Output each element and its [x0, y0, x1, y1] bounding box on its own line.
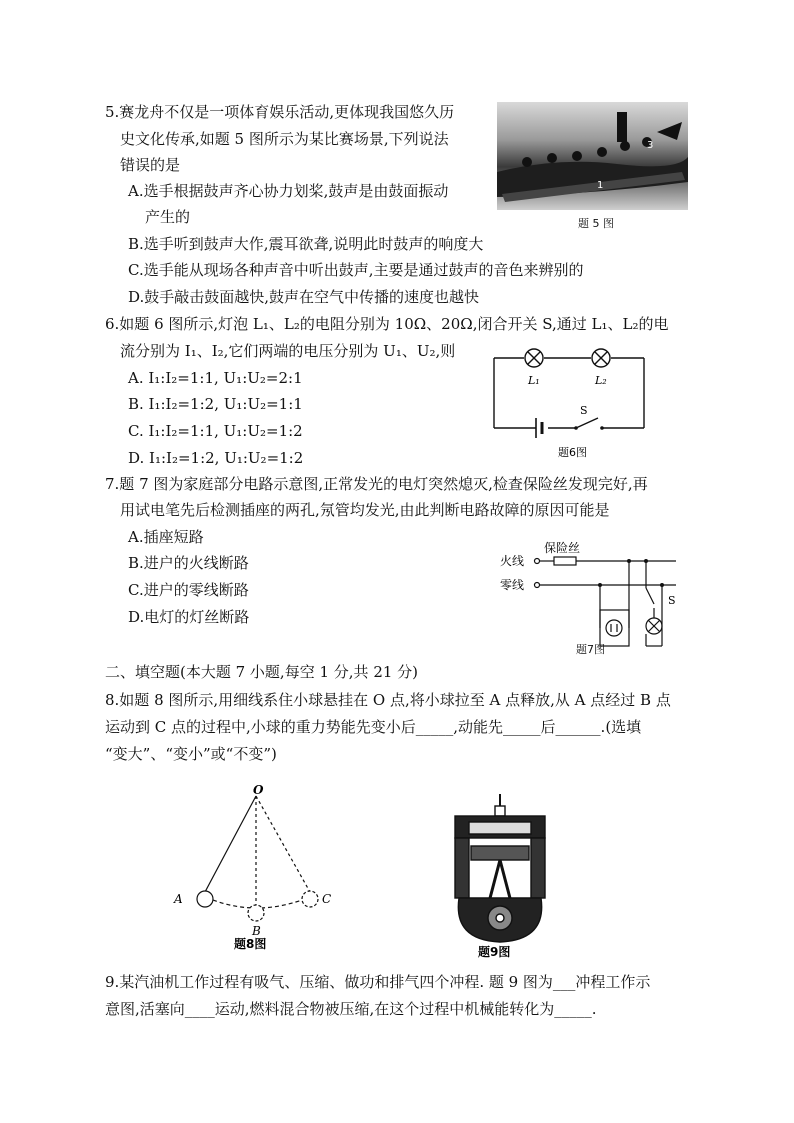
fig7-label-fuse: 保险丝 — [544, 541, 581, 555]
fig7-label-neutral: 零线 — [500, 578, 525, 592]
fig8-pendulum — [168, 782, 368, 952]
q5-stem-line3: 错误的是 — [120, 156, 181, 174]
q8-stem-line2: 运动到 C 点的过程中,小球的重力势能先变小后_____,动能先_____后______.(选填 — [105, 718, 642, 736]
q9-stem-line1: 9.某汽油机工作过程有吸气、压缩、做功和排气四个冲程. 题 9 图为___冲程工作示 — [105, 973, 651, 991]
q5-option-c: C.选手能从现场各种声音中听出鼓声,主要是通过鼓声的音色来辨别的 — [128, 261, 584, 279]
section2-heading: 二、填空题(本大题 7 小题,每空 1 分,共 21 分) — [105, 663, 419, 681]
q8-stem-line3: “变大”、“变小”或“不变”) — [105, 745, 277, 763]
fig8-label-c: C — [322, 892, 332, 906]
fig6-label-l2: L₂ — [595, 374, 607, 387]
fig8-label-o: O — [253, 783, 264, 797]
fig9-caption: 题9图 — [478, 945, 511, 959]
q6-option-b: B. I₁:I₂=1:2, U₁:U₂=1:1 — [128, 395, 303, 413]
q7-option-b: B.进户的火线断路 — [128, 554, 249, 572]
fig6-label-l1: L₁ — [528, 374, 540, 387]
dragon-boat-scene — [497, 102, 688, 210]
q6-stem-line2: 流分别为 I₁、I₂,它们两端的电压分别为 U₁、U₂,则 — [120, 342, 456, 360]
q6-stem-line1: 6.如题 6 图所示,灯泡 L₁、L₂的电阻分别为 10Ω、20Ω,闭合开关 S,通过 L₁、L₂的电 — [105, 315, 669, 333]
boat-number-1: 1 — [597, 180, 604, 191]
fig8-label-a: A — [174, 892, 183, 906]
q5-option-a-line1: A.选手根据鼓声齐心协力划桨,鼓声是由鼓面振动 — [128, 182, 449, 200]
q7-stem-line1: 7.题 7 图为家庭部分电路示意图,正常发光的电灯突然熄灭,检查保险丝发现完好,再 — [105, 475, 648, 493]
dragon-boat-photo — [497, 102, 688, 210]
q7-option-d: D.电灯的灯丝断路 — [128, 608, 250, 626]
q7-option-a: A.插座短路 — [128, 528, 204, 546]
q6-option-a: A. I₁:I₂=1:1, U₁:U₂=2:1 — [128, 369, 303, 387]
fig5-caption: 题 5 图 — [578, 217, 614, 230]
q5-stem-line1: 5.赛龙舟不仅是一项体育娱乐活动,更体现我国悠久历 — [105, 103, 455, 121]
q7-option-c: C.进户的零线断路 — [128, 581, 249, 599]
q5-stem-line2: 史文化传承,如题 5 图所示为某比赛场景,下列说法 — [120, 130, 449, 148]
q5-option-d: D.鼓手敲击鼓面越快,鼓声在空气中传播的速度也越快 — [128, 288, 480, 306]
fig8-caption: 题8图 — [234, 937, 267, 951]
fig7-caption: 题7图 — [576, 643, 605, 656]
fig6-circuit — [486, 342, 656, 462]
fig9-engine — [445, 790, 555, 960]
fig6-caption: 题6图 — [558, 446, 587, 459]
q5-option-b: B.选手听到鼓声大作,震耳欲聋,说明此时鼓声的响度大 — [128, 235, 484, 253]
fig7-label-s: S — [668, 594, 676, 607]
fig6-label-s: S — [580, 404, 588, 417]
fig7-label-live: 火线 — [500, 554, 525, 568]
q6-option-c: C. I₁:I₂=1:1, U₁:U₂=1:2 — [128, 422, 303, 440]
q6-option-d: D. I₁:I₂=1:2, U₁:U₂=1:2 — [128, 449, 304, 467]
boat-number-3: 3 — [647, 140, 654, 151]
q8-stem-line1: 8.如题 8 图所示,用细线系住小球悬挂在 O 点,将小球拉至 A 点释放,从 A 点经过 B 点 — [105, 691, 671, 709]
q7-stem-line2: 用试电笔先后检测插座的两孔,氖管均发光,由此判断电路故障的原因可能是 — [120, 501, 610, 519]
q5-option-a-line2: 产生的 — [145, 208, 191, 226]
q9-stem-line2: 意图,活塞向____运动,燃料混合物被压缩,在这个过程中机械能转化为_____. — [105, 1000, 597, 1018]
fig8-label-b: B — [252, 924, 261, 938]
